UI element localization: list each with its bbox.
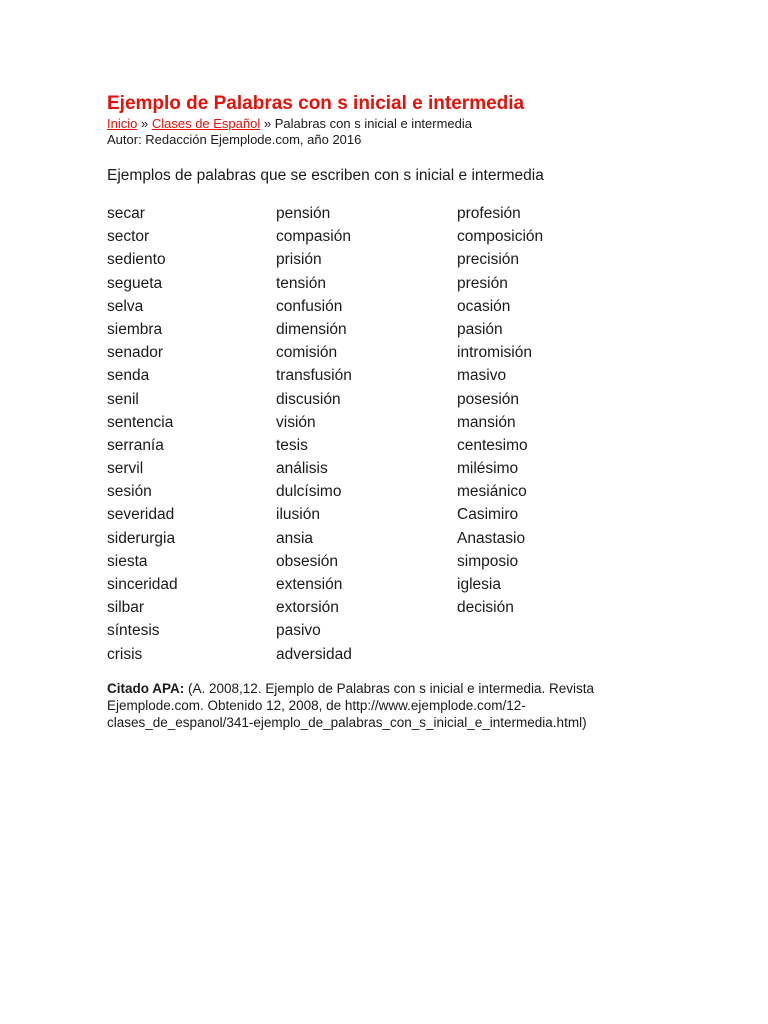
- word-item: comisión: [276, 344, 338, 362]
- word-item: confusión: [276, 297, 343, 315]
- word-item: análisis: [276, 460, 328, 478]
- word-item: ansia: [276, 529, 314, 547]
- word-item: ilusión: [276, 506, 320, 524]
- word-item: sesión: [107, 483, 152, 501]
- word-item: sinceridad: [107, 576, 178, 593]
- word-item: prisión: [276, 251, 322, 269]
- citation-label: Citado APA:: [107, 681, 185, 696]
- word-item: senda: [107, 367, 150, 385]
- word-item: siesta: [107, 552, 148, 570]
- author-line: Autor: Redacción Ejemplode.com, año 2016: [107, 132, 362, 147]
- word-item: sediento: [107, 251, 166, 269]
- word-item: discusión: [276, 390, 341, 408]
- word-item: profesión: [457, 205, 521, 222]
- word-item: presión: [457, 274, 508, 292]
- word-list: [107, 202, 667, 672]
- word-item: extorsión: [276, 599, 339, 617]
- word-item: selva: [107, 297, 144, 315]
- word-item: pasión: [457, 320, 503, 338]
- breadcrumb-home-link[interactable]: Inicio: [107, 116, 138, 131]
- breadcrumb-category-link[interactable]: Clases de Español: [151, 116, 261, 131]
- word-item: obsesión: [276, 552, 339, 570]
- word-item: crisis: [107, 645, 143, 663]
- citation-text: (A. 2008,12. Ejemplo de Palabras con s inicial e intermedia. Revista Ejemplode.com. Obtenido 12, 2008, de http://www.ejemplode.com/12-clases_de_espanol/341-ejemplo_de_palabras_con_s_inicial_e_intermedia.html): [107, 681, 594, 730]
- word-item: siderurgia: [107, 529, 176, 547]
- word-item: dimensión: [276, 320, 347, 338]
- word-column-1: [107, 202, 178, 666]
- word-item: secar: [107, 205, 145, 222]
- citation: [107, 680, 647, 731]
- word-item: intromisión: [457, 344, 532, 362]
- word-item: mansión: [457, 413, 516, 431]
- word-item: tesis: [276, 436, 308, 454]
- word-item: posesión: [457, 390, 520, 408]
- breadcrumb: [107, 116, 667, 132]
- word-item: severidad: [107, 506, 175, 524]
- word-column-3: [457, 202, 543, 619]
- word-item: Anastasio: [457, 529, 526, 547]
- article: [107, 92, 667, 731]
- breadcrumb-current: Palabras con s inicial e intermedia: [274, 116, 473, 131]
- word-item: extensión: [276, 576, 343, 593]
- word-item: compasión: [276, 228, 351, 246]
- word-item: senador: [107, 344, 164, 362]
- word-item: tensión: [276, 274, 326, 292]
- word-item: serranía: [107, 436, 164, 454]
- word-item: senil: [107, 390, 139, 408]
- word-column-2: [276, 202, 352, 666]
- word-item: siembra: [107, 320, 163, 338]
- word-item: dulcísimo: [276, 483, 342, 501]
- word-item: síntesis: [107, 622, 160, 640]
- word-item: precisión: [457, 251, 520, 269]
- word-item: Casimiro: [457, 506, 519, 524]
- word-item: segueta: [107, 274, 163, 292]
- word-item: ocasión: [457, 297, 511, 315]
- word-item: transfusión: [276, 367, 352, 385]
- word-item: simposio: [457, 552, 519, 570]
- breadcrumb-separator: »: [140, 116, 149, 131]
- word-item: composición: [457, 228, 544, 246]
- word-item: centesimo: [457, 436, 528, 454]
- word-item: decisión: [457, 599, 514, 617]
- breadcrumb-separator: »: [263, 116, 272, 131]
- word-item: sector: [107, 228, 150, 246]
- word-item: pasivo: [276, 622, 321, 640]
- word-item: masivo: [457, 367, 507, 385]
- word-item: pensión: [276, 205, 331, 222]
- word-item: servil: [107, 460, 144, 478]
- word-item: sentencia: [107, 413, 174, 431]
- word-item: silbar: [107, 599, 145, 617]
- word-item: visión: [276, 413, 316, 431]
- word-item: iglesia: [457, 576, 501, 593]
- page-title: Ejemplo de Palabras con s inicial e intermedia: [107, 93, 525, 114]
- intro-text: Ejemplos de palabras que se escriben con s inicial e intermedia: [107, 167, 544, 184]
- word-item: adversidad: [276, 645, 352, 663]
- word-item: milésimo: [457, 460, 519, 478]
- word-item: mesiánico: [457, 483, 527, 501]
